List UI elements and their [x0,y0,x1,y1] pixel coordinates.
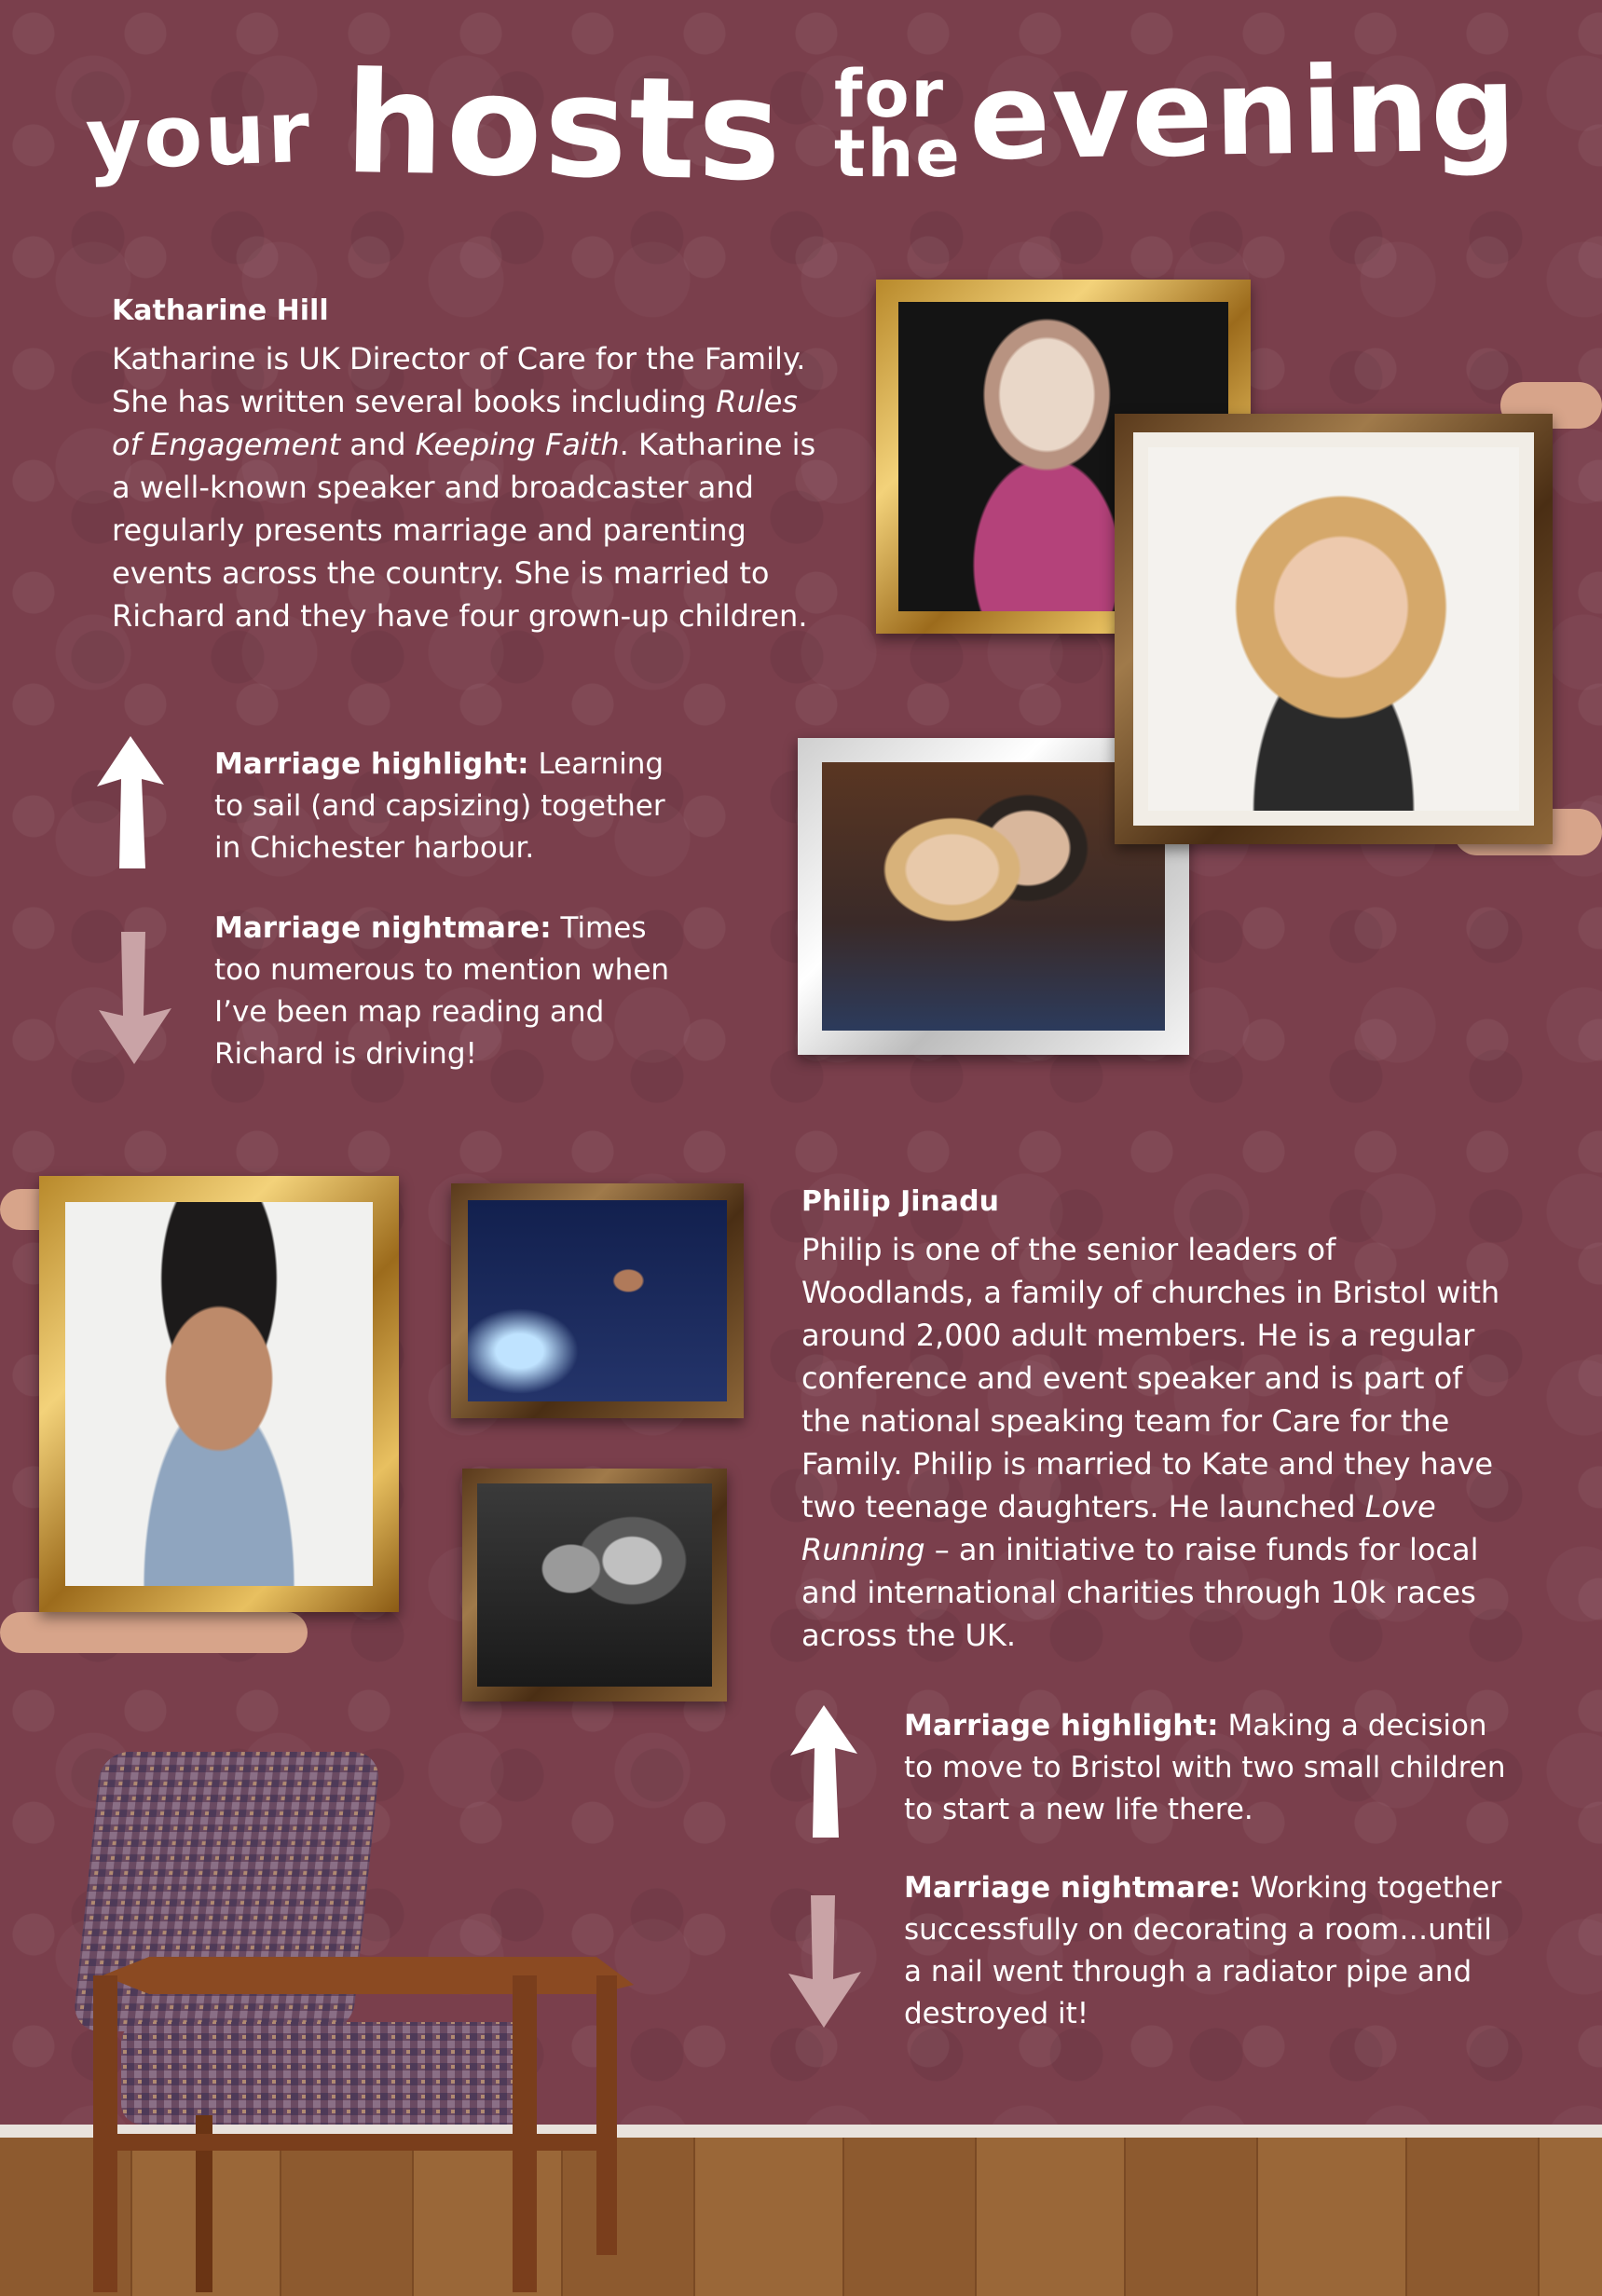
host1-portrait-frame [1115,414,1553,844]
host1-portrait-photo [1148,447,1519,811]
host1-highlight-label: Marriage highlight: [214,747,529,781]
host2-name: Philip Jinadu [801,1185,999,1218]
host2-couple-photo-frame [462,1469,727,1702]
host2-nightmare-text: Working together successfully on decorating a room…until a nail went through a radiator pipe and destroyed it! [904,1871,1502,2030]
host1-name: Katharine Hill [112,294,329,327]
arrow-down-icon [93,928,177,1068]
armchair [75,1742,652,2296]
host2-initiative: Love Running [801,1489,1436,1567]
host2-nightmare-label: Marriage nightmare: [904,1871,1241,1905]
arrow-up-icon [93,732,168,872]
arrow-up-icon [787,1702,861,1841]
title-word-evening: evening [967,38,1520,188]
title-word-your: your [84,81,313,190]
host1-bio-text-1: Katharine is UK Director of Care for the Family. She has written several books including [112,341,806,419]
title-word-the: the [834,116,962,192]
hand [0,1612,308,1653]
host2-nightmare [904,1867,1510,2035]
host2-stage-photo [468,1200,727,1401]
host1-highlight [214,744,699,869]
host2-bio-text-1: Philip is one of the senior leaders of Woodlands, a family of churches in Bristol with around 2,000 adult members. He is a regular conference and event speaker and is part of the national speaking team for Care for the Family. Philip is married to Kate and they have two teenage daughters. He launched [801,1232,1500,1524]
host2-couple-photo [477,1483,712,1687]
host2-stage-photo-frame [451,1183,744,1418]
arrow-down-icon [783,1892,867,2031]
host2-portrait-frame [39,1176,399,1612]
host1-bio-text-2: . Katharine is a well-known speaker and broadcaster and regularly presents marriage and parenting events across the country. She is married to Richard and they have four grown-up children. [112,427,816,634]
host1-nightmare-text: Times too numerous to mention when I’ve been map reading and Richard is driving! [214,911,670,1071]
host2-bio-text-2: – an initiative to raise funds for local and international charities through 10k races across the UK. [801,1532,1479,1653]
host2-highlight-label: Marriage highlight: [904,1709,1219,1742]
host2-highlight [904,1705,1510,1831]
host2-highlight-text: Making a decision to move to Bristol with two small children to start a new life there. [904,1709,1506,1826]
host1-bio-and: and [340,427,416,462]
host2-portrait-photo [65,1202,373,1586]
host1-nightmare [214,908,699,1075]
host2-bio [801,1228,1510,1657]
host1-nightmare-label: Marriage nightmare: [214,911,552,945]
host1-couple-photo [822,762,1165,1031]
host1-bio [112,337,820,637]
title-word-for: for [834,56,946,132]
host1-book2: Keeping Faith [415,427,620,462]
host1-highlight-text: Learning to sail (and capsizing) together in Chichester harbour. [214,747,665,865]
host1-book1: Rules of Engagement [112,384,798,462]
title-word-hosts: hosts [343,42,785,213]
